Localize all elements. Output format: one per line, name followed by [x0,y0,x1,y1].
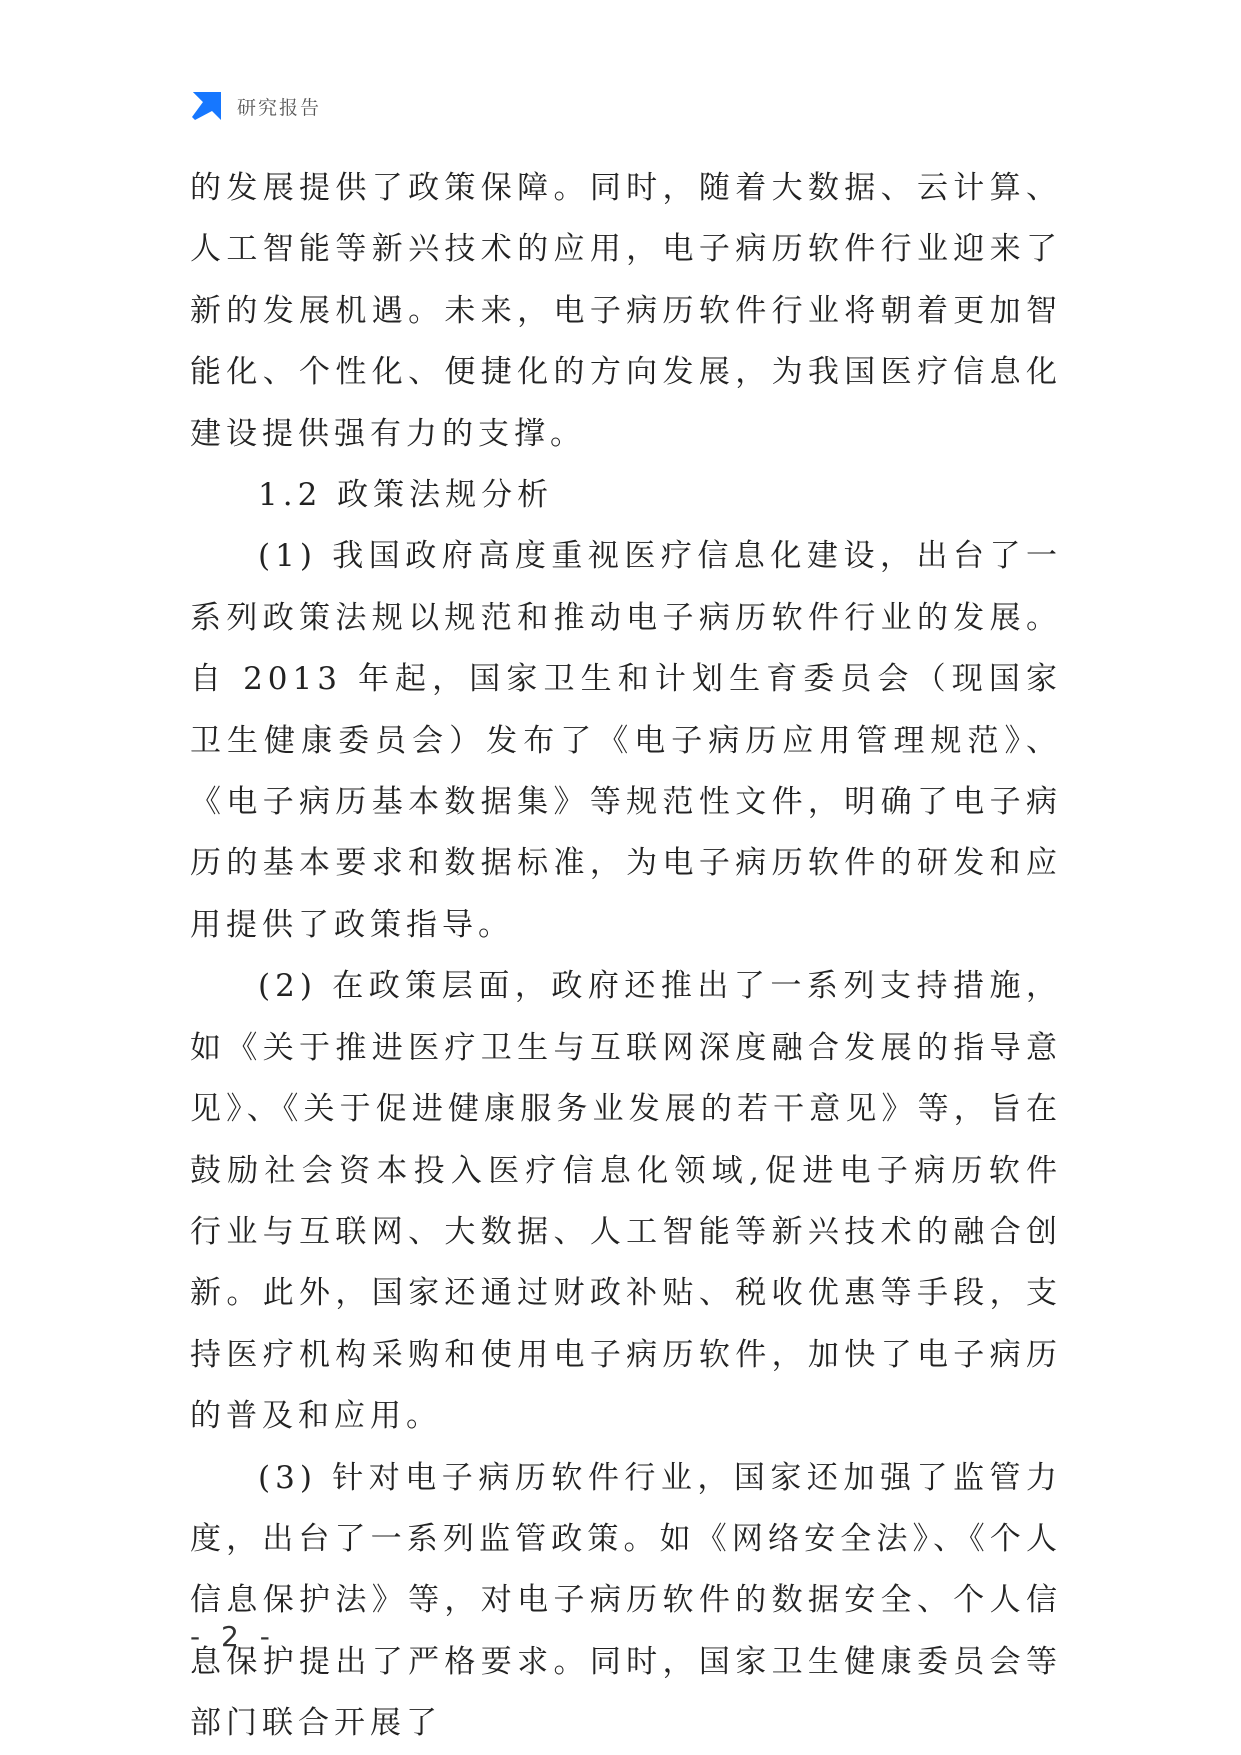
page-number: - 2 - [190,1620,276,1653]
arrow-up-right-icon [190,89,224,123]
report-label: 研究报告 [237,96,322,119]
page-header [190,88,321,124]
section-heading: 1.2 政策法规分析 [258,477,554,514]
document-body [190,158,1062,1755]
paragraph-continued: 的发展提供了政策保障。同时，随着大数据、云计算、人工智能等新兴技术的应用，电子病历软件行业迎来了新的发展机遇。未来，电子病历软件行业将朝着更加智能化、个性化、便捷化的方向发展，为我国医疗信息化建设提供强有力的支撑。 [190,170,1062,452]
paragraph-2: (2) 在政策层面，政府还推出了一系列支持措施，如《关于推进医疗卫生与互联网深度融合发展的指导意见》、《关于促进健康服务业发展的若干意见》等，旨在鼓励社会资本投入医疗信息化领域,促进电子病历软件行业与互联网、大数据、人工智能等新兴技术的融合创新。此外，国家还通过财政补贴、税收优惠等手段，支持医疗机构采购和使用电子病历软件，加快了电子病历的普及和应用。 [190,968,1062,1435]
paragraph-3: (3) 针对电子病历软件行业，国家还加强了监管力度，出台了一系列监管政策。如《网络安全法》、《个人信息保护法》等，对电子病历软件的数据安全、个人信息保护提出了严格要求。同时，国家卫生健康委员会等部门联合开展了 [190,1459,1062,1742]
paragraph-1: (1) 我国政府高度重视医疗信息化建设，出台了一系列政策法规以规范和推动电子病历软件行业的发展。自 2013 年起，国家卫生和计划生育委员会（现国家卫生健康委员会）发布了《电子病历应用管理规范》、《电子病历基本数据集》等规范性文件，明确了电子病历的基本要求和数据标准，为电子病历软件的研发和应用提供了政策指导。 [190,538,1062,943]
